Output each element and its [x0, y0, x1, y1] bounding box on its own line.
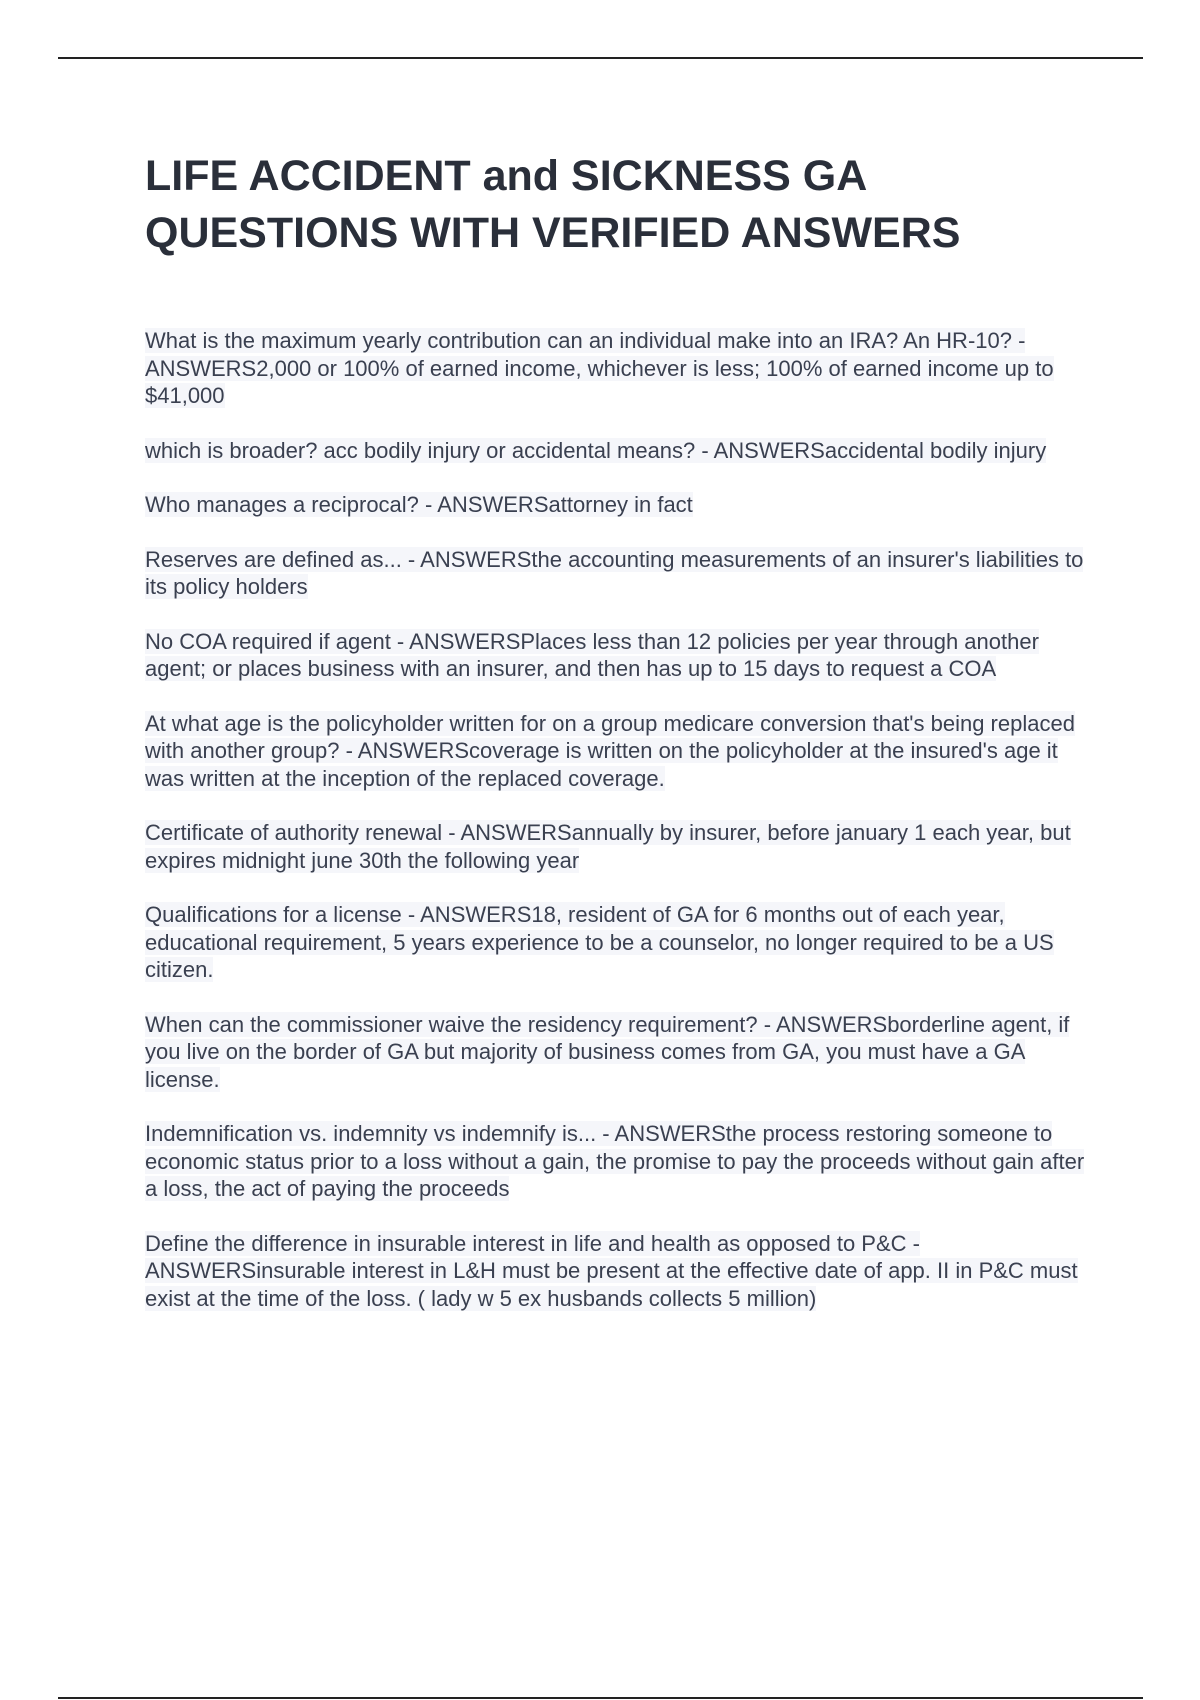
qa-text: What is the maximum yearly contribution can an individual make into an IRA? An HR-10? - ANSWERS2,000 or 100% of earned income, whichever is less; 100% of earned income up to $41,000	[145, 328, 1054, 408]
top-rule	[58, 57, 1143, 59]
qa-text: Who manages a reciprocal? - ANSWERSattorney in fact	[145, 492, 693, 517]
qa-item	[145, 546, 1090, 601]
qa-text: When can the commissioner waive the residency requirement? - ANSWERSborderline agent, if you live on the border of GA but majority of business comes from GA, you must have a GA license.	[145, 1011, 1070, 1092]
document-title: LIFE ACCIDENT and SICKNESS GA QUESTIONS WITH VERIFIED ANSWERS	[145, 152, 961, 257]
qa-item	[145, 491, 1090, 519]
qa-item	[145, 628, 1090, 683]
qa-text: At what age is the policyholder written for on a group medicare conversion that's being replaced with another group? - ANSWERScoverage is written on the policyholder at the insured's age it was written at the inception of the replaced coverage.	[145, 710, 1075, 791]
qa-item	[145, 437, 1090, 465]
qa-text: Qualifications for a license - ANSWERS18, resident of GA for 6 months out of each year, educational requirement, 5 years experience to be a counselor, no longer required to be a US citizen.	[145, 902, 1054, 982]
document-page	[145, 148, 1090, 1339]
qa-text: Define the difference in insurable interest in life and health as opposed to P&C - ANSWERSinsurable interest in L&H must be present at the effective date of app. II in P&C must exist at the time of the loss. ( lady w 5 ex husbands collects 5 million)	[145, 1230, 1078, 1311]
qa-item	[145, 1011, 1090, 1094]
qa-item	[145, 1230, 1090, 1313]
qa-text: Indemnification vs. indemnity vs indemnify is... - ANSWERSthe process restoring someone to economic status prior to a loss without a gain, the promise to pay the proceeds without gain after a loss, the act of paying the proceeds	[145, 1121, 1085, 1201]
qa-text: Reserves are defined as... - ANSWERSthe accounting measurements of an insurer's liabilities to its policy holders	[145, 546, 1084, 599]
qa-item	[145, 1120, 1090, 1203]
qa-list	[145, 327, 1090, 1312]
qa-item	[145, 901, 1090, 984]
qa-item	[145, 710, 1090, 793]
qa-item	[145, 819, 1090, 874]
bottom-rule	[58, 1697, 1143, 1699]
qa-item	[145, 327, 1090, 410]
qa-text: Certificate of authority renewal - ANSWERSannually by insurer, before january 1 each year, but expires midnight june 30th the following year	[145, 820, 1071, 873]
qa-text: No COA required if agent - ANSWERSPlaces less than 12 policies per year through another agent; or places business with an insurer, and then has up to 15 days to request a COA	[145, 628, 1039, 681]
qa-text: which is broader? acc bodily injury or accidental means? - ANSWERSaccidental bodily injury	[145, 437, 1047, 463]
